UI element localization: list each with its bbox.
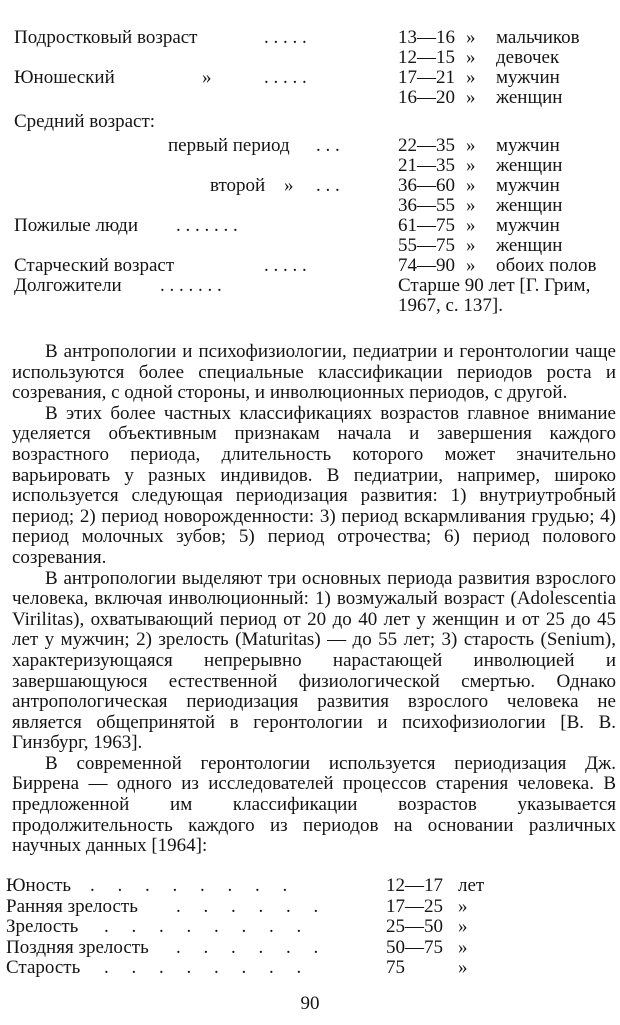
age-range: 21—35	[398, 155, 455, 176]
stage-unit: »	[458, 957, 468, 978]
row-label: Старческий возраст	[14, 255, 175, 276]
stage-name: Поздняя зрелость	[6, 936, 149, 958]
stage-range: 25—50	[386, 916, 443, 937]
row-dots: . . . . . .	[176, 895, 328, 917]
row-dots: . . . . . . . .	[90, 875, 297, 896]
ditto-mark: »	[466, 135, 476, 156]
stage-range: 17—25	[386, 895, 443, 917]
birren-stage-table	[6, 876, 506, 979]
ditto-mark: »	[466, 155, 476, 176]
group-label: женщин	[496, 195, 563, 216]
table-row	[6, 917, 506, 938]
age-range: 74—90	[398, 255, 455, 276]
table-row	[6, 897, 506, 918]
table-row	[14, 196, 614, 216]
group-label: мужчин	[496, 175, 560, 196]
age-note: Старше 90 лет [Г. Грим,	[398, 275, 591, 296]
group-label: мужчин	[496, 67, 560, 88]
row-dots: . . .	[316, 175, 340, 196]
age-range: 17—21	[398, 67, 455, 88]
table-row	[14, 256, 614, 276]
group-label: мальчиков	[496, 27, 580, 48]
row-sublabel: второй	[210, 175, 266, 196]
row-label: Юношеский	[14, 67, 115, 88]
age-range: 16—20	[398, 87, 455, 108]
paragraph: В антропологии и психофизиологии, педиатрии и геронтологии чаще используются более специальные классификации периодов роста и созревания, с одной стороны, и инволюционных периодов, с другой.	[12, 341, 616, 404]
table-row	[6, 876, 506, 897]
row-dots: . . . . . .	[176, 936, 328, 958]
paragraph: В антропологии выделяют три основных периода развития взрослого человека, включая инволюционный: 1) возмужалый возраст (Adolescentia Virilitas), охватывающий период от 20 до 40 лет у женщин и от 25 до 45 лет у мужчин; 2) зрелость (Maturitas) — до 55 лет; 3) старость (Senium), характеризующаяся непрерывно нарастающей инволюцией и завершающуюся естественной физиологической смертью. Однако антропологическая периодизация развития взрослого человека не является общепринятой в геронтологии и психофизиологии [В. В. Гинзбург, 1963].	[12, 567, 616, 754]
ditto-mark: »	[466, 87, 476, 108]
ditto-mark: »	[466, 27, 476, 48]
age-range: 36—55	[398, 195, 455, 216]
ditto-mark: »	[466, 67, 476, 88]
row-label: Долгожители	[14, 275, 122, 296]
row-dots: . . . . . . .	[160, 275, 222, 296]
table-row	[6, 938, 506, 959]
ditto-mark: »	[466, 235, 476, 256]
table-row	[14, 68, 614, 88]
table-row	[14, 88, 614, 108]
age-range: 61—75	[398, 215, 455, 236]
row-dots: . . .	[316, 135, 340, 156]
age-range: 13—16	[398, 27, 455, 48]
body-text	[12, 342, 616, 857]
group-label: мужчин	[496, 135, 560, 156]
stage-name: Зрелость	[6, 916, 79, 937]
table-row	[14, 112, 614, 132]
group-label: женщин	[496, 155, 563, 176]
stage-range: 50—75	[386, 936, 443, 958]
row-label: Средний возраст:	[14, 111, 156, 132]
stage-name: Старость	[6, 957, 81, 978]
ditto-mark: »	[284, 175, 294, 196]
group-label: обоих полов	[496, 255, 597, 276]
paragraph: В современной геронтологии используется периодизация Дж. Биррена — одного из исследователей процессов старения человека. В предложенной им классификации возрастов указывается продолжительность каждого из периодов на основании различных научных данных [1964]:	[12, 752, 616, 857]
stage-unit: »	[458, 895, 468, 917]
ditto-mark: »	[466, 47, 476, 68]
table-row	[14, 48, 614, 68]
page-number: 90	[300, 993, 320, 1014]
age-note-continued: 1967, с. 137].	[398, 295, 504, 316]
table-row	[14, 28, 614, 48]
age-range: 22—35	[398, 135, 455, 156]
table-row	[14, 216, 614, 236]
table-row	[14, 176, 614, 196]
row-dots: . . . . . . .	[176, 215, 238, 236]
ditto-mark: »	[466, 175, 476, 196]
table-row	[14, 276, 614, 296]
age-range: 12—15	[398, 47, 455, 68]
row-sublabel: первый период	[168, 135, 290, 156]
table-row	[6, 958, 506, 979]
age-classification-table	[14, 28, 614, 316]
stage-range: 12—17	[386, 875, 443, 896]
age-range: 36—60	[398, 175, 455, 196]
row-dots: . . . . .	[264, 67, 307, 88]
paragraph: В этих более частных классификациях возрастов главное внимание уделяется объективным признакам начала и завершения каждого возрастного периода, длительность которого может значительно варьировать у разных индивидов. В педиатрии, например, широко используется следующая периодизация развития: 1) внутриутробный период; 2) период новорожденности: 3) период вскармливания грудью; 4) период молочных зубов; 5) период отрочества; 6) период полового созревания.	[12, 402, 616, 568]
table-row	[14, 156, 614, 176]
table-row	[14, 236, 614, 256]
row-dots: . . . . . . . .	[104, 957, 311, 978]
group-label: женщин	[496, 87, 563, 108]
stage-range: 75	[386, 957, 405, 978]
stage-unit: лет	[458, 875, 485, 896]
row-label: Подростковый возраст	[14, 27, 198, 48]
ditto-mark: »	[466, 255, 476, 276]
stage-unit: »	[458, 936, 468, 958]
ditto-mark: »	[466, 215, 476, 236]
stage-name: Юность	[6, 875, 72, 896]
age-range: 55—75	[398, 235, 455, 256]
stage-name: Ранняя зрелость	[6, 895, 138, 917]
row-dots: . . . . .	[264, 27, 307, 48]
table-row	[14, 136, 614, 156]
row-dots: . . . . .	[264, 255, 307, 276]
group-label: женщин	[496, 235, 563, 256]
stage-unit: »	[458, 916, 468, 937]
group-label: девочек	[496, 47, 560, 68]
row-label: Пожилые люди	[14, 215, 139, 236]
group-label: мужчин	[496, 215, 560, 236]
ditto-mark: »	[202, 67, 212, 88]
row-dots: . . . . . . . .	[104, 916, 311, 937]
table-row	[14, 296, 614, 316]
ditto-mark: »	[466, 195, 476, 216]
